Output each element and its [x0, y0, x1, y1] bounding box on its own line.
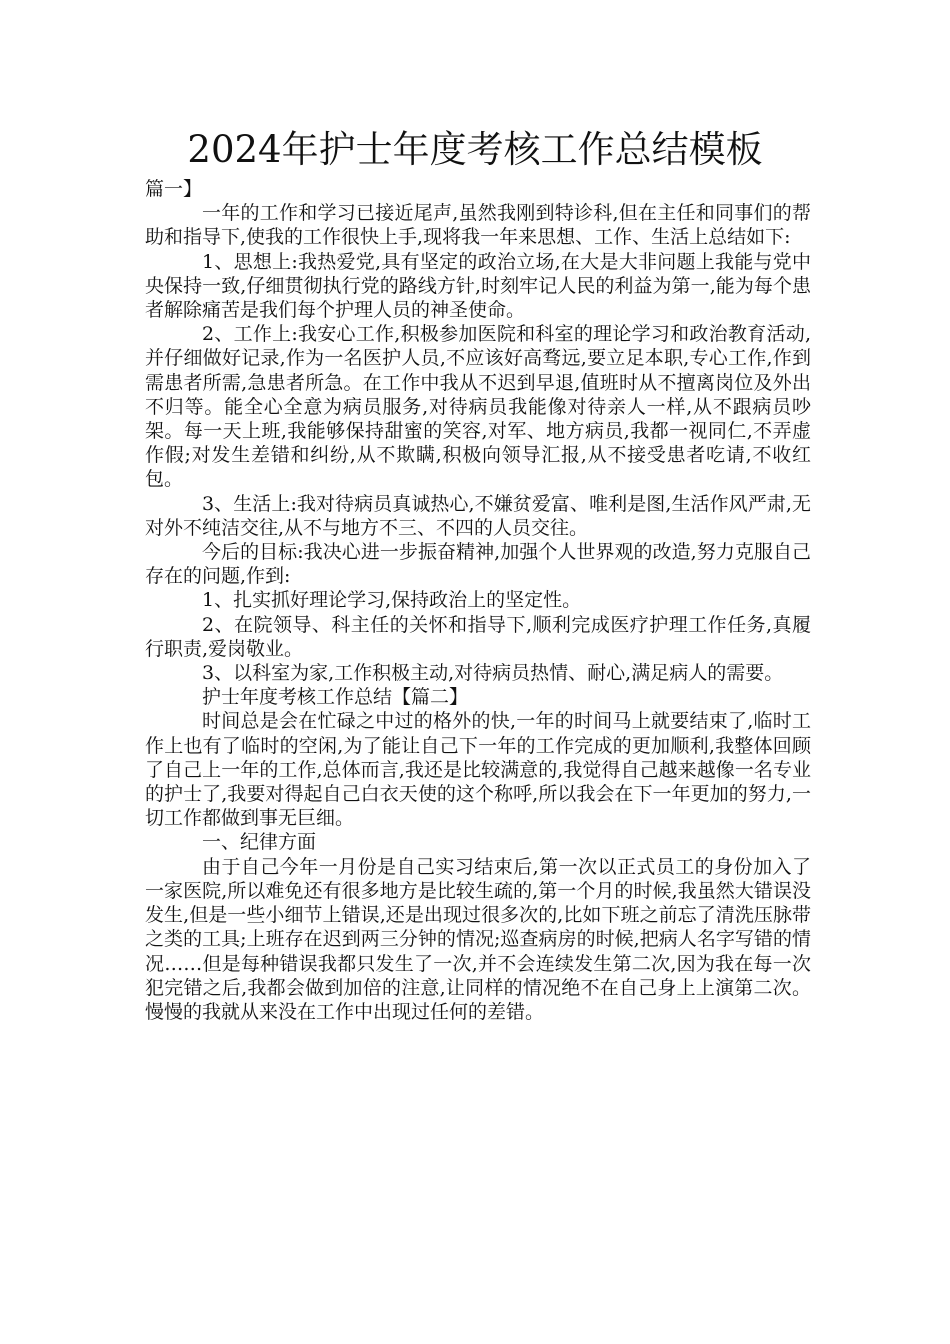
paragraph: 今后的目标:我决心进一步振奋精神,加强个人世界观的改造,努力克服自己存在的问题,作到:: [145, 541, 811, 588]
paragraph: 篇一】: [145, 178, 203, 200]
paragraph: 1、扎实抓好理论学习,保持政治上的坚定性。: [202, 589, 582, 612]
paragraph: 3、生活上:我对待病员真诚热心,不嫌贫爱富、唯利是图,生活作风严肃,无对外不纯洁交往,从不与地方不三、不四的人员交往。: [145, 492, 811, 539]
paragraph: 时间总是会在忙碌之中过的格外的快,一年的时间马上就要结束了,临时工作上也有了临时的空闲,为了能让自己下一年的工作完成的更加顺利,我整体回顾了自己上一年的工作,总体而言,我还是比较满意的,我觉得自己越来越像一名专业的护士了,我要对得起自己白衣天使的这个称呼,所以我会在下一年更加的努力,一切工作都做到事无巨细。: [145, 710, 811, 830]
paragraph: 一、纪律方面: [202, 831, 317, 854]
paragraph: 2、在院领导、科主任的关怀和指导下,顺利完成医疗护理工作任务,真履行职责,爱岗敬业。: [145, 613, 811, 660]
document-title: 2024年护士年度考核工作总结模板: [187, 128, 763, 171]
paragraph: 1、思想上:我热爱党,具有坚定的政治立场,在大是大非问题上我能与党中央保持一致,仔细贯彻执行党的路线方针,时刻牢记人民的利益为第一,能为每个患者解除痛苦是我们每个护理人员的神圣使命。: [145, 250, 811, 322]
paragraph: 3、以科室为家,工作积极主动,对待病员热情、耐心,满足病人的需要。: [202, 662, 784, 685]
document-body: [145, 177, 811, 1024]
paragraph: 2、工作上:我安心工作,积极参加医院和科室的理论学习和政治教育活动,并仔细做好记录,作为一名医护人员,不应该好高骛远,要立足本职,专心工作,作到需患者所需,急患者所急。在工作中我从不迟到早退,值班时从不擅离岗位及外出不归等。能全心全意为病员服务,对待病员我能像对待亲人一样,从不跟病员吵架。每一天上班,我能够保持甜蜜的笑容,对军、地方病员,我都一视同仁,不弄虚作假;对发生差错和纠纷,从不欺瞒,积极向领导汇报,从不接受患者吃请,不收红包。: [145, 323, 811, 491]
paragraph: 由于自己今年一月份是自己实习结束后,第一次以正式员工的身份加入了一家医院,所以难免还有很多地方是比较生疏的,第一个月的时候,我虽然大错误没发生,但是一些小细节上错误,还是出现过很多次的,比如下班之前忘了清洗压脉带之类的工具;上班存在迟到两三分钟的情况;巡查病房的时候,把病人名字写错的情况……但是每种错误我都只发生了一次,并不会连续发生第二次,因为我在每一次犯完错之后,我都会做到加倍的注意,让同样的情况绝不在自己身上上演第二次。慢慢的我就从来没在工作中出现过任何的差错。: [145, 855, 811, 1023]
paragraph: 护士年度考核工作总结【篇二】: [202, 686, 469, 709]
paragraph: 一年的工作和学习已接近尾声,虽然我刚到特诊科,但在主任和同事们的帮助和指导下,使我的工作很快上手,现将我一年来思想、工作、生活上总结如下:: [145, 202, 811, 249]
